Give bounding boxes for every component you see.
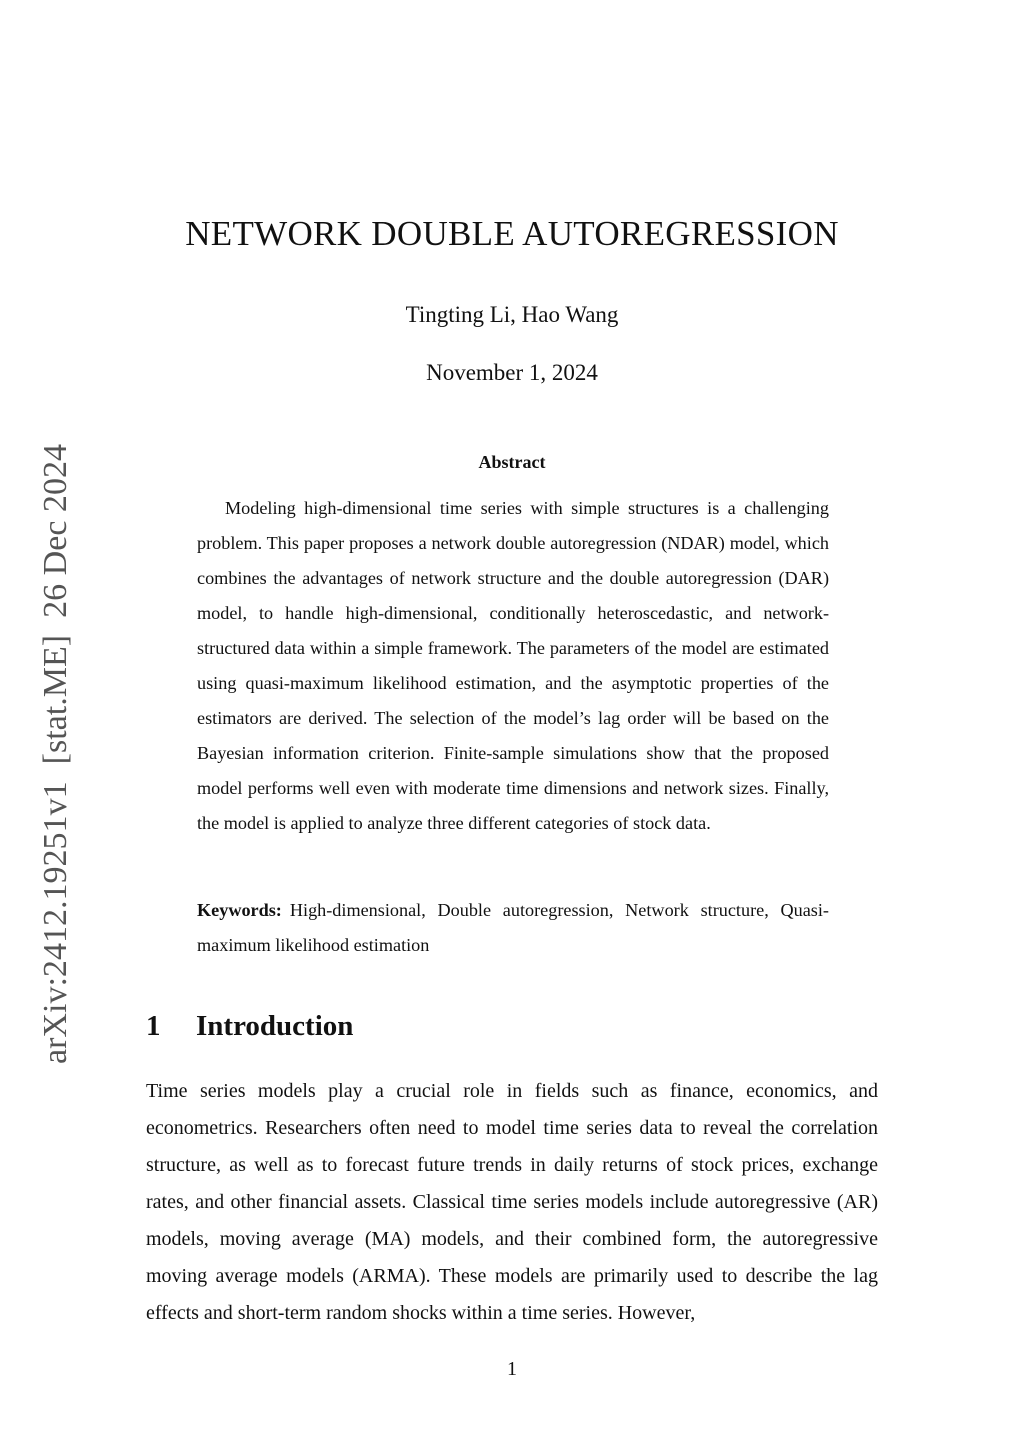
arxiv-identifier xyxy=(20,444,82,1064)
abstract-heading: Abstract xyxy=(478,452,546,472)
keywords-list: High-dimensional, Double autoregression, Network structure, Quasi-maximum likelihood estimation xyxy=(197,900,829,955)
keywords-label: Keywords: xyxy=(197,900,282,920)
paper-title: NETWORK DOUBLE AUTOREGRESSION xyxy=(185,214,839,253)
publication-date: November 1, 2024 xyxy=(426,360,598,385)
section-title: Introduction xyxy=(196,1010,354,1042)
section-number: 1 xyxy=(146,1010,161,1042)
author-list: Tingting Li, Hao Wang xyxy=(405,302,619,327)
page-number: 1 xyxy=(507,1358,517,1380)
keywords-block xyxy=(197,893,829,963)
abstract-text: Modeling high-dimensional time series with simple structures is a challenging problem. This paper proposes a network double autoregression (NDAR) model, which combines the advantages of network structure and the double autoregression (DAR) model, to handle high-dimensional, conditionally heteroscedastic, and network-structured data within a simple framework. The parameters of the model are estimated using quasi-maximum likelihood estimation, and the asymptotic properties of the estimators are derived. The selection of the model’s lag order will be based on the Bayesian information criterion. Finite-sample simulations show that the proposed model performs well even with moderate time dimensions and network sizes. Finally, the model is applied to analyze three different categories of stock data. xyxy=(197,498,829,833)
section-heading xyxy=(146,1010,353,1043)
introduction-text: Time series models play a crucial role in fields such as finance, economics, and econometrics. Researchers often need to model time series data to reveal the correlation structure, as well as to forecast future trends in daily returns of stock prices, exchange rates, and other financial assets. Classical time series models include autoregressive (AR) models, moving average (MA) models, and their combined form, the autoregressive moving average models (ARMA). These models are primarily used to describe the lag effects and short-term random shocks within a time series. However, xyxy=(146,1080,878,1324)
arxiv-identifier-text: arXiv:2412.19251v1 [stat.ME] 26 Dec 2024 xyxy=(37,444,74,1064)
